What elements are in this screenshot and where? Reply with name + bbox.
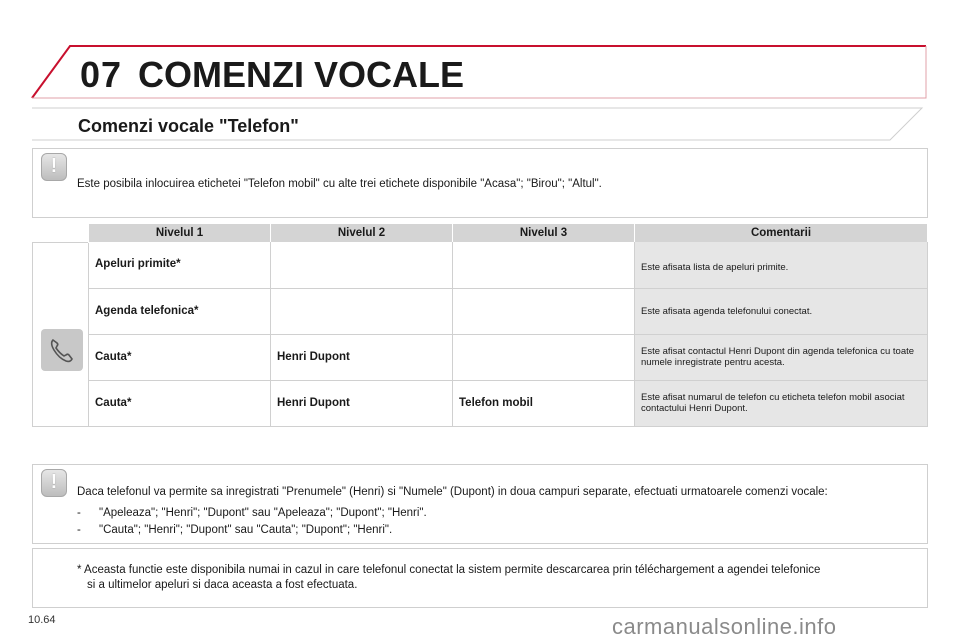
warning-icon: !	[41, 469, 67, 497]
note-text: Este posibila inlocuirea etichetei "Telefon mobil" cu alte trei etichete disponibile "Acasa"; "Birou"; "Altul".	[77, 178, 602, 190]
footnote-line-1: * Aceasta functie este disponibila numai in cazul in care telefonul conectat la sistem permite descarcarea prin téléchargement a agendei telefonice	[77, 564, 821, 576]
table-row	[33, 288, 928, 334]
cell-level-1: Apeluri primite*	[89, 242, 271, 288]
cell-level-1: Cauta*	[89, 380, 271, 426]
cell-level-3	[453, 334, 635, 380]
footnote-text	[77, 563, 913, 593]
cell-level-2: Henri Dupont	[271, 334, 453, 380]
cell-level-2	[271, 242, 453, 288]
note-intro: Daca telefonul va permite sa inregistrati "Prenumele" (Henri) si "Numele" (Dupont) in doua campuri separate, efectuati urmatoarele comenzi vocale:	[77, 486, 828, 498]
header-comments: Comentarii	[635, 224, 928, 242]
cell-level-3	[453, 242, 635, 288]
table-row	[33, 380, 928, 426]
watermark: carmanualsonline.info	[612, 614, 837, 639]
voice-commands-table	[32, 224, 928, 427]
page-number: 10.64	[28, 614, 56, 626]
cell-level-2: Henri Dupont	[271, 380, 453, 426]
cell-level-3: Telefon mobil	[453, 380, 635, 426]
footnote-line-2: si a ultimelor apeluri si daca aceasta a fost efectuata.	[87, 579, 358, 591]
header-blank	[33, 224, 89, 242]
cell-comment: Este afisat contactul Henri Dupont din agenda telefonica cu toate numele inregistrate pentru acesta.	[635, 334, 928, 380]
cell-comment: Este afisata lista de apeluri primite.	[635, 242, 928, 288]
cell-level-3	[453, 288, 635, 334]
cell-comment: Este afisata agenda telefonului conectat.	[635, 288, 928, 334]
list-item: - "Apeleaza"; "Henri"; "Dupont" sau "Apeleaza"; "Dupont"; "Henri".	[77, 507, 427, 519]
chapter-number: 07	[80, 54, 123, 95]
chapter-header	[30, 44, 928, 100]
table-header-row	[33, 224, 928, 242]
table-row	[33, 334, 928, 380]
icon-cell	[33, 242, 89, 426]
header-level-3: Nivelul 3	[453, 224, 635, 242]
cell-comment: Este afisat numarul de telefon cu eticheta telefon mobil asociat contactului Henri Dupont.	[635, 380, 928, 426]
footnote-box	[32, 548, 928, 608]
chapter-title: COMENZI VOCALE	[138, 54, 465, 95]
list-item: - "Cauta"; "Henri"; "Dupont" sau "Cauta"; "Dupont"; "Henri".	[77, 524, 393, 536]
cell-level-1: Agenda telefonica*	[89, 288, 271, 334]
warning-icon: !	[41, 153, 67, 181]
table-row	[33, 242, 928, 288]
info-note-label	[32, 148, 928, 218]
info-note-names	[32, 464, 928, 544]
cell-level-2	[271, 288, 453, 334]
note-text	[77, 485, 919, 540]
cell-level-1: Cauta*	[89, 334, 271, 380]
header-level-2: Nivelul 2	[271, 224, 453, 242]
command-list	[77, 506, 919, 538]
header-level-1: Nivelul 1	[89, 224, 271, 242]
section-title: Comenzi vocale "Telefon"	[78, 116, 299, 136]
phone-icon	[41, 329, 83, 371]
